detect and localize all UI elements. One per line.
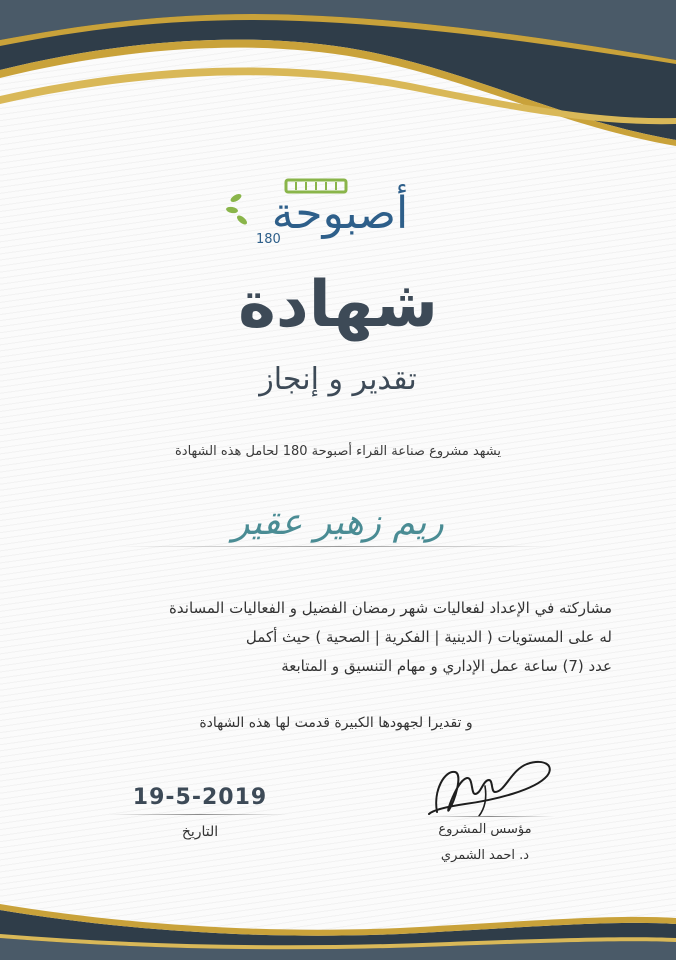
- certificate-title: شهادة: [238, 268, 438, 342]
- thanks-line: و تقديرا لجهودها الكبيرة قدمت لها هذه الشهادة: [199, 715, 473, 731]
- body-line-3: عدد (7) ساعة عمل الإداري و مهام التنسيق و المتابعة: [281, 657, 612, 675]
- founder-label: مؤسس المشروع: [438, 822, 532, 837]
- certificate-subtitle: تقدير و إنجاز: [259, 362, 417, 397]
- founder-name: د. احمد الشمري: [440, 848, 530, 863]
- recipient-name: ريم زهير عقير: [232, 502, 444, 543]
- date-underline: [108, 814, 288, 815]
- bottom-wave-decoration: [0, 890, 676, 960]
- logo-year: 180: [256, 232, 281, 247]
- intro-line: يشهد مشروع صناعة القراء أصبوحة 180 لحامل هذه الشهادة: [174, 444, 501, 459]
- body-line-1: مشاركته في الإعداد لفعاليات شهر رمضان الفضيل و الفعاليات المساندة: [169, 599, 612, 617]
- name-underline: [118, 546, 558, 547]
- logo-icon: [220, 170, 440, 250]
- date-value: 19-5-2019: [132, 785, 268, 810]
- signature-underline: [425, 816, 555, 817]
- signature-icon: [415, 750, 555, 830]
- body-line-2: له على المستويات ( الدينية | الفكرية | الصحية ) حيث أكمل: [245, 628, 612, 646]
- top-wave-decoration: [0, 0, 676, 150]
- logo-wordmark: أصبوحة: [271, 188, 409, 239]
- date-label: التاريخ: [181, 824, 219, 840]
- certificate-body: [60, 594, 612, 681]
